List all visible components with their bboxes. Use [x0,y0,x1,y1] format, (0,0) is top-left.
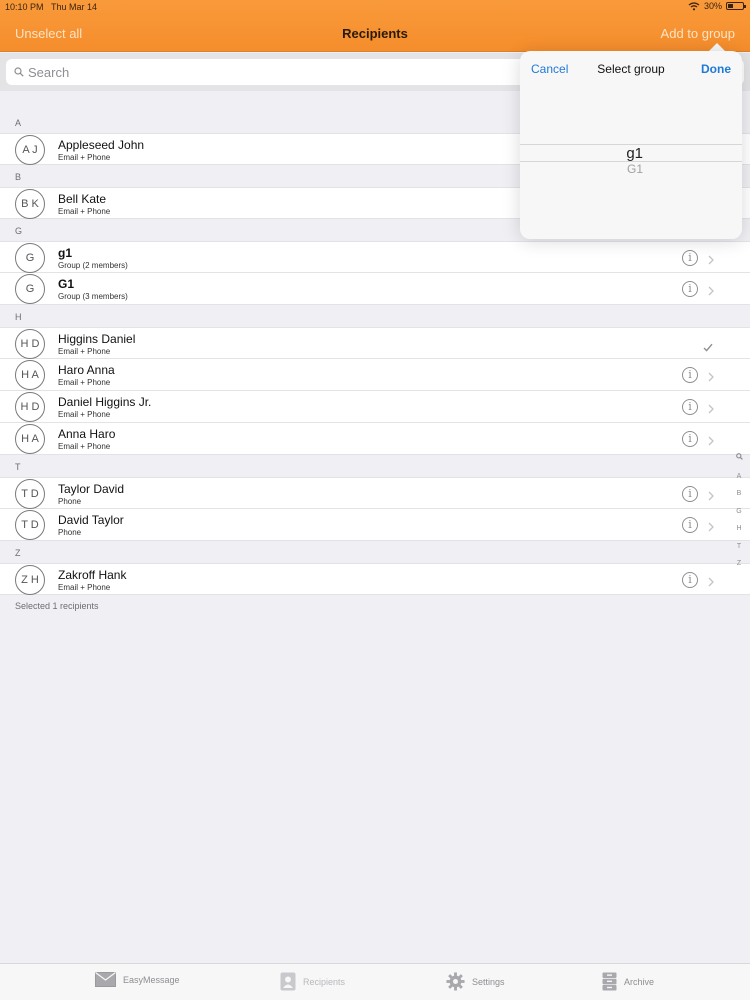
recipient-name: Taylor David [58,482,125,496]
section-header-h: H [15,312,22,322]
index-letter-z[interactable]: Z [736,560,742,567]
info-icon[interactable]: i [682,572,698,588]
section-header-g: G [15,226,23,236]
recipient-name: Daniel Higgins Jr. [58,395,152,409]
tab-recipients[interactable] [280,972,345,991]
status-right [688,1,744,11]
envelope-icon [95,972,116,987]
picker-option[interactable]: G1 [626,162,643,176]
tab-settings[interactable] [446,972,505,991]
navigation-bar [0,0,750,52]
tab-label: EasyMessage [123,974,180,985]
recipient-name: G1 [58,277,75,291]
recipient-name: Appleseed John [58,138,145,152]
info-icon[interactable]: i [682,250,698,266]
chevron-right-icon[interactable] [708,574,714,592]
recipient-row[interactable] [0,273,750,305]
tab-bar [0,963,750,1000]
chevron-right-icon[interactable] [708,401,714,419]
search-placeholder: Search [28,64,70,80]
recipient-name: Higgins Daniel [58,332,136,346]
avatar: G [15,243,45,273]
chevron-right-icon[interactable] [708,519,714,537]
picker-selected-option[interactable]: g1 [626,145,643,162]
contact-card-icon [280,972,296,991]
page-title: Recipients [342,26,408,41]
index-letter-t[interactable]: T [736,542,742,550]
selection-count: Selected 1 recipients [15,601,99,611]
tab-label: Recipients [303,976,346,987]
recipient-name: Bell Kate [58,192,107,206]
index-letter-a[interactable]: A [736,472,742,480]
info-icon[interactable]: i [682,431,698,447]
section-header-b: B [15,172,22,182]
avatar: H D [15,392,45,422]
recipient-name: Haro Anna [58,363,115,377]
recipient-detail: Email + Phone [58,410,111,419]
recipient-name: g1 [58,246,73,260]
index-letter-h[interactable]: H [736,525,742,532]
search-icon [14,67,24,77]
recipient-name: David Taylor [58,513,124,527]
recipient-detail: Email + Phone [58,207,111,216]
recipient-detail: Email + Phone [58,153,111,162]
recipient-detail: Group (3 members) [58,292,128,301]
recipient-row[interactable] [0,391,750,423]
chevron-right-icon[interactable] [708,433,714,451]
recipient-row[interactable] [0,509,750,541]
cancel-button[interactable]: Cancel [531,62,569,76]
avatar: A J [15,135,45,165]
tab-label: Settings [472,976,505,987]
info-icon[interactable]: i [682,281,698,297]
status-bar [0,0,750,14]
tab-easymessage[interactable] [95,972,180,987]
avatar: T D [15,510,45,540]
recipient-name: Zakroff Hank [58,568,127,582]
gear-icon [446,972,465,991]
done-button[interactable]: Done [701,62,731,76]
recipient-row[interactable] [0,477,750,509]
tab-label: Archive [624,976,655,987]
chevron-right-icon[interactable] [708,252,714,270]
avatar: H A [15,424,45,454]
tab-archive[interactable] [602,972,654,991]
section-header-z: Z [15,548,21,558]
battery-icon [726,2,744,10]
select-group-popover [520,51,742,239]
unselect-all-button[interactable]: Unselect all [15,26,83,41]
chevron-right-icon[interactable] [708,488,714,506]
recipient-detail: Email + Phone [58,442,111,451]
chevron-right-icon[interactable] [708,369,714,387]
avatar: G [15,274,45,304]
info-icon[interactable]: i [682,517,698,533]
section-header-t: T [15,462,21,472]
recipient-row[interactable] [0,563,750,595]
wifi-icon [688,2,700,11]
recipient-detail: Group (2 members) [58,261,128,270]
status-date: Thu Mar 14 [51,2,98,12]
avatar: B K [15,189,45,219]
recipient-row[interactable] [0,359,750,391]
avatar: Z H [15,565,45,595]
index-letter-b[interactable]: B [736,490,742,497]
info-icon[interactable]: i [682,367,698,383]
avatar: H D [15,329,45,359]
status-time: 10:10 PM [5,2,44,12]
checkmark-icon [703,339,713,357]
index-search-icon[interactable] [733,450,745,468]
chevron-right-icon[interactable] [708,283,714,301]
battery-percent: 30% [703,1,722,11]
recipient-detail: Phone [58,497,82,506]
avatar: T D [15,479,45,509]
section-header-a: A [15,118,22,128]
recipient-detail: Email + Phone [58,347,111,356]
index-letter-g[interactable]: G [736,507,742,515]
info-icon[interactable]: i [682,486,698,502]
add-to-group-button[interactable]: Add to group [660,26,735,41]
section-index[interactable] [733,450,745,573]
archive-icon [602,972,617,991]
recipient-detail: Phone [58,528,82,537]
recipient-row[interactable] [0,423,750,455]
recipient-row[interactable] [0,327,750,359]
recipient-detail: Email + Phone [58,378,111,387]
avatar: H A [15,360,45,390]
recipient-row[interactable] [0,241,750,273]
recipient-detail: Email + Phone [58,583,111,592]
recipient-name: Anna Haro [58,427,116,441]
info-icon[interactable]: i [682,399,698,415]
popover-title: Select group [597,62,665,76]
